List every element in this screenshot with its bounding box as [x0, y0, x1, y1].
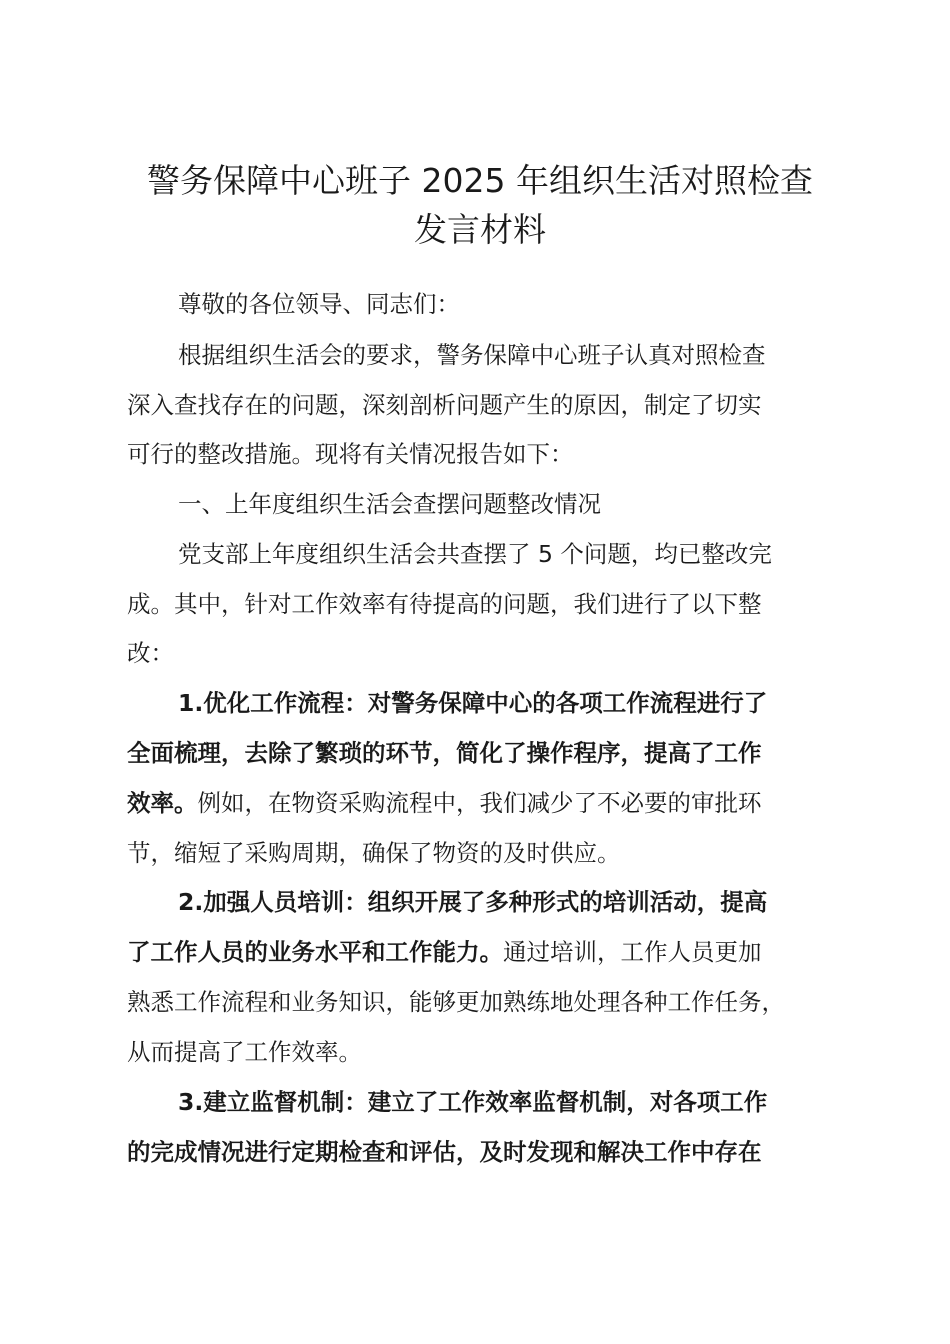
item-2-line-1: 2.加强人员培训：组织开展了多种形式的培训活动，提高: [178, 888, 768, 916]
item-3-line-2: 的完成情况进行定期检查和评估，及时发现和解决工作中存在: [127, 1138, 762, 1166]
item-1-line-1: 1.优化工作流程：对警务保障中心的各项工作流程进行了: [178, 689, 768, 717]
section-1-para-line-1: 党支部上年度组织生活会共查摆了 5 个问题，均已整改完: [178, 540, 772, 568]
item-1-line-4: 节，缩短了采购周期，确保了物资的及时供应。: [127, 839, 621, 867]
item-2-line-2: [127, 936, 762, 968]
item-2-bold-tail: 了工作人员的业务水平和工作能力。: [127, 938, 503, 966]
intro-line-2: 深入查找存在的问题，深刻剖析问题产生的原因，制定了切实: [127, 391, 762, 419]
intro-line-1: 根据组织生活会的要求，警务保障中心班子认真对照检查: [178, 341, 766, 369]
greeting: 尊敬的各位领导、同志们：: [178, 290, 460, 318]
section-1-heading: 一、上年度组织生活会查摆问题整改情况: [178, 490, 601, 518]
document-title-line-1: 警务保障中心班子 2025 年组织生活对照检查: [147, 161, 813, 200]
section-1-para-line-2: 成。其中，针对工作效率有待提高的问题，我们进行了以下整: [127, 590, 762, 618]
section-1-para-line-3: 改：: [127, 639, 174, 667]
item-1-line-2: 全面梳理，去除了繁琐的环节，简化了操作程序，提高了工作: [127, 739, 762, 767]
intro-line-3: 可行的整改措施。现将有关情况报告如下：: [127, 440, 574, 468]
item-1-bold-tail: 效率。: [127, 789, 198, 817]
item-2-detail: 通过培训，工作人员更加: [503, 938, 762, 966]
item-3-line-1: 3.建立监督机制：建立了工作效率监督机制，对各项工作: [178, 1088, 768, 1116]
item-1-example: 例如，在物资采购流程中，我们减少了不必要的审批环: [197, 789, 762, 817]
document-title-line-2: 发言材料: [414, 210, 546, 249]
item-2-line-4: 从而提高了工作效率。: [127, 1038, 362, 1066]
item-2-line-3: 熟悉工作流程和业务知识，能够更加熟练地处理各种工作任务，: [127, 988, 785, 1016]
item-1-line-3: [127, 787, 762, 819]
